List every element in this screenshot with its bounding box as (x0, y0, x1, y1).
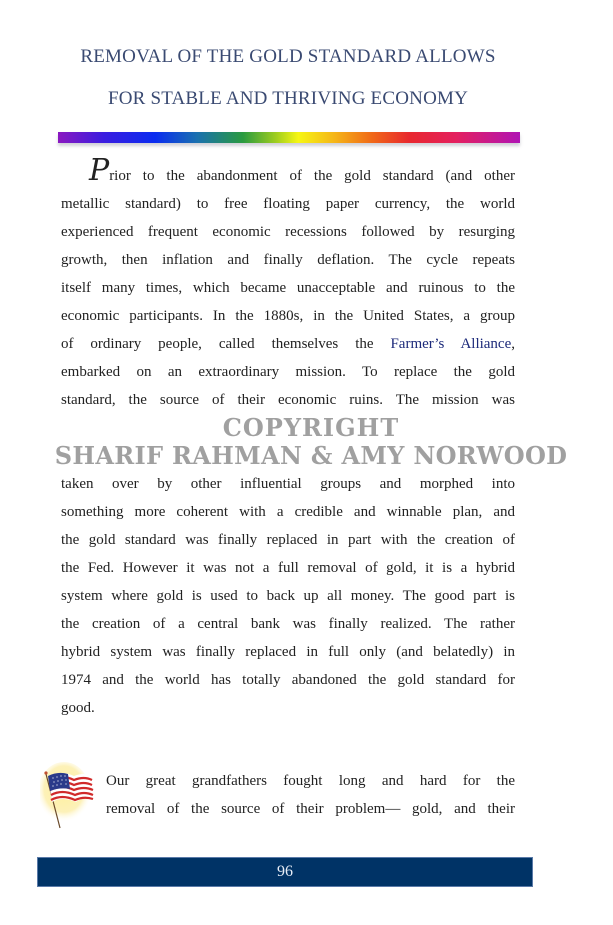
text-line: Our great grandfathers fought long and hard for the (106, 773, 515, 789)
text-line: system where gold is used to back up all money. The good part is (61, 588, 515, 604)
page-number: 96 (277, 863, 293, 880)
american-flag-icon (40, 762, 96, 832)
text-line: the creation of a central bank was finally realized. The rather (61, 616, 515, 632)
text-line: economic participants. In the 1880s, in the United States, a group (61, 308, 515, 324)
text-line: metallic standard) to free floating paper currency, the world (61, 196, 515, 212)
text-line: growth, then inflation and finally deflation. The cycle repeats (61, 252, 515, 268)
watermark-copyright: COPYRIGHT (222, 413, 400, 442)
text-line: removal of the source of their problem— gold, and their (106, 801, 515, 817)
footer-bar (37, 857, 533, 887)
text-line: taken over by other influential groups and morphed into (61, 476, 515, 492)
text-line: the Fed. However it was not a full removal of gold, it is a hybrid (61, 560, 515, 576)
watermark (46, 414, 576, 470)
farmers-alliance-link[interactable]: Farmer’s Alliance (390, 336, 512, 352)
watermark-authors: SHARIF RAHMAN & AMY NORWOOD (54, 441, 568, 470)
text-line: the gold standard was finally replaced in part with the creation of (61, 532, 515, 548)
text-line (61, 330, 515, 358)
text-line: hybrid system was finally replaced in full only (and belatedly) in (61, 644, 515, 660)
text-segment: of ordinary people, called themselves the (61, 336, 391, 352)
paragraph-2 (106, 767, 515, 823)
text-line: good. (61, 700, 95, 716)
text-line: experienced frequent economic recessions followed by resurging (61, 224, 515, 240)
chapter-title-line-1: REMOVAL OF THE GOLD STANDARD ALLOWS (80, 46, 496, 67)
text-segment: rior to the abandonment of the gold standard (and other (109, 168, 515, 184)
rainbow-divider (58, 132, 520, 143)
drop-cap: P (89, 153, 110, 188)
text-line: embarked on an extraordinary mission. To replace the gold (61, 364, 515, 380)
text-line: something more coherent with a credible and winnable plan, and (61, 504, 515, 520)
text-segment: , (511, 336, 515, 352)
text-line: itself many times, which became unacceptable and ruinous to the (61, 280, 515, 296)
chapter-title-line-2: FOR STABLE AND THRIVING ECONOMY (107, 88, 469, 109)
text-line: standard, the source of their economic ruins. The mission was (61, 392, 515, 408)
text-line: 1974 and the world has totally abandoned the gold standard for (61, 672, 515, 688)
paragraph-1 (54, 153, 568, 722)
text-line (61, 153, 515, 190)
